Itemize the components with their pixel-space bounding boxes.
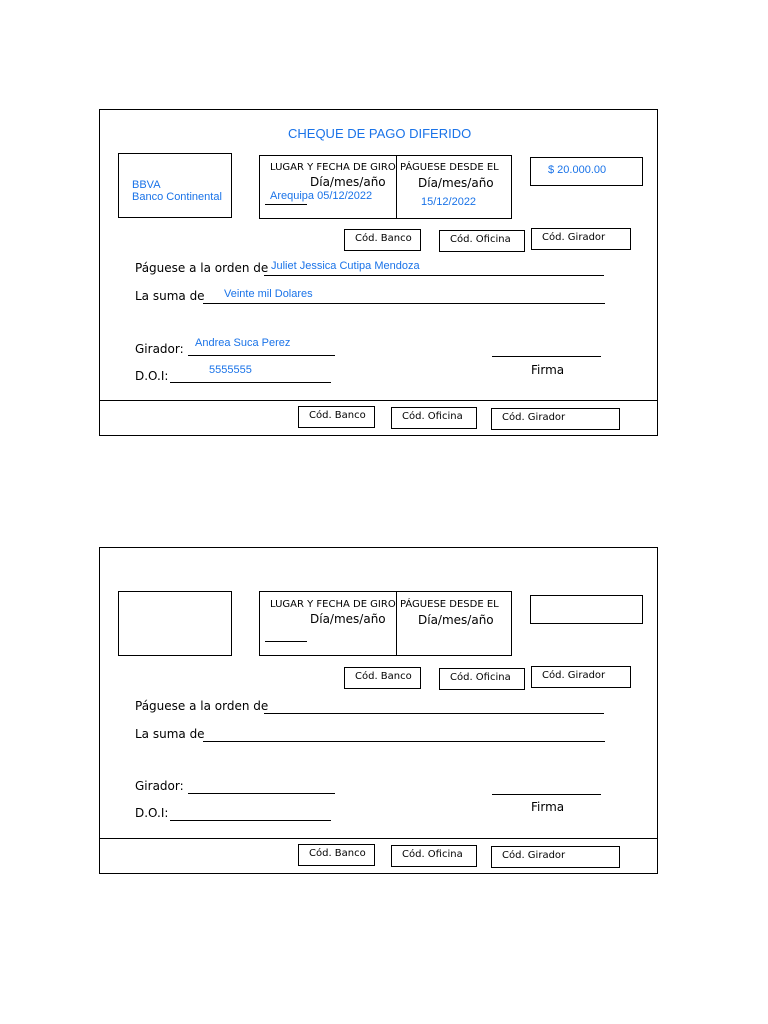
girador-line[interactable] [188, 793, 335, 794]
cheque-filled [99, 109, 658, 436]
amount-box[interactable] [530, 595, 643, 624]
lugar-line[interactable] [265, 641, 307, 642]
lugar-date-format: Día/mes/año [310, 612, 386, 626]
footer-cod-banco-box[interactable]: Cód. Banco [298, 844, 375, 866]
footer-cod-oficina-box[interactable]: Cód. Oficina [391, 407, 477, 429]
girador-label: Girador: [135, 342, 184, 356]
cod-oficina-box[interactable]: Cód. Oficina [439, 230, 525, 252]
doi-line[interactable] [170, 820, 331, 821]
bank-box[interactable] [118, 591, 232, 656]
suma-label: La suma de [135, 727, 205, 741]
firma-label: Firma [531, 363, 565, 377]
firma-label: Firma [531, 800, 565, 814]
cod-girador-box[interactable]: Cód. Girador [531, 666, 631, 688]
orden-label: Páguese a la orden de [135, 261, 269, 275]
cod-banco-box[interactable]: Cód. Banco [344, 229, 421, 251]
paguese-desde-label: PÁGUESE DESDE EL [400, 162, 499, 173]
orden-line[interactable] [264, 713, 604, 714]
cod-banco-box[interactable]: Cód. Banco [344, 667, 421, 689]
paguese-desde-value[interactable]: 15/12/2022 [421, 196, 477, 208]
cod-oficina-box[interactable]: Cód. Oficina [439, 668, 525, 690]
cod-girador-box[interactable]: Cód. Girador [531, 228, 631, 250]
bank-name: BBVA [132, 179, 161, 191]
orden-value[interactable]: Juliet Jessica Cutipa Mendoza [271, 260, 420, 272]
lugar-label: LUGAR Y FECHA DE GIRO [270, 599, 396, 610]
cheque-blank [99, 547, 658, 874]
orden-label: Páguese a la orden de [135, 699, 269, 713]
paguese-desde-format: Día/mes/año [418, 176, 494, 190]
paguese-desde-format: Día/mes/año [418, 613, 494, 627]
footer-cod-girador-box[interactable]: Cód. Girador [491, 846, 620, 868]
firma-line[interactable] [492, 794, 601, 795]
doi-label: D.O.I: [135, 369, 169, 383]
lugar-value[interactable]: Arequipa 05/12/2022 [270, 190, 373, 202]
girador-label: Girador: [135, 779, 184, 793]
bank-full-name: Banco Continental [132, 191, 222, 203]
footer-cod-banco-box[interactable]: Cód. Banco [298, 406, 375, 428]
date-box [259, 155, 512, 219]
girador-value[interactable]: Andrea Suca Perez [195, 337, 291, 349]
cheque-title: CHEQUE DE PAGO DIFERIDO [288, 126, 472, 141]
amount-value: $ 20.000.00 [548, 164, 607, 176]
amount-box[interactable] [530, 157, 643, 186]
footer-cod-oficina-box[interactable]: Cód. Oficina [391, 845, 477, 867]
suma-label: La suma de [135, 289, 205, 303]
bank-box [118, 153, 232, 218]
doi-label: D.O.I: [135, 806, 169, 820]
lugar-label: LUGAR Y FECHA DE GIRO [270, 162, 396, 173]
lugar-date-format: Día/mes/año [310, 175, 386, 189]
suma-value[interactable]: Veinte mil Dolares [224, 288, 313, 300]
suma-line[interactable] [203, 741, 605, 742]
firma-line[interactable] [492, 356, 601, 357]
footer-cod-girador-box[interactable]: Cód. Girador [491, 408, 620, 430]
paguese-desde-label: PÁGUESE DESDE EL [400, 599, 499, 610]
doi-value[interactable]: 5555555 [209, 364, 252, 376]
date-box [259, 591, 512, 656]
